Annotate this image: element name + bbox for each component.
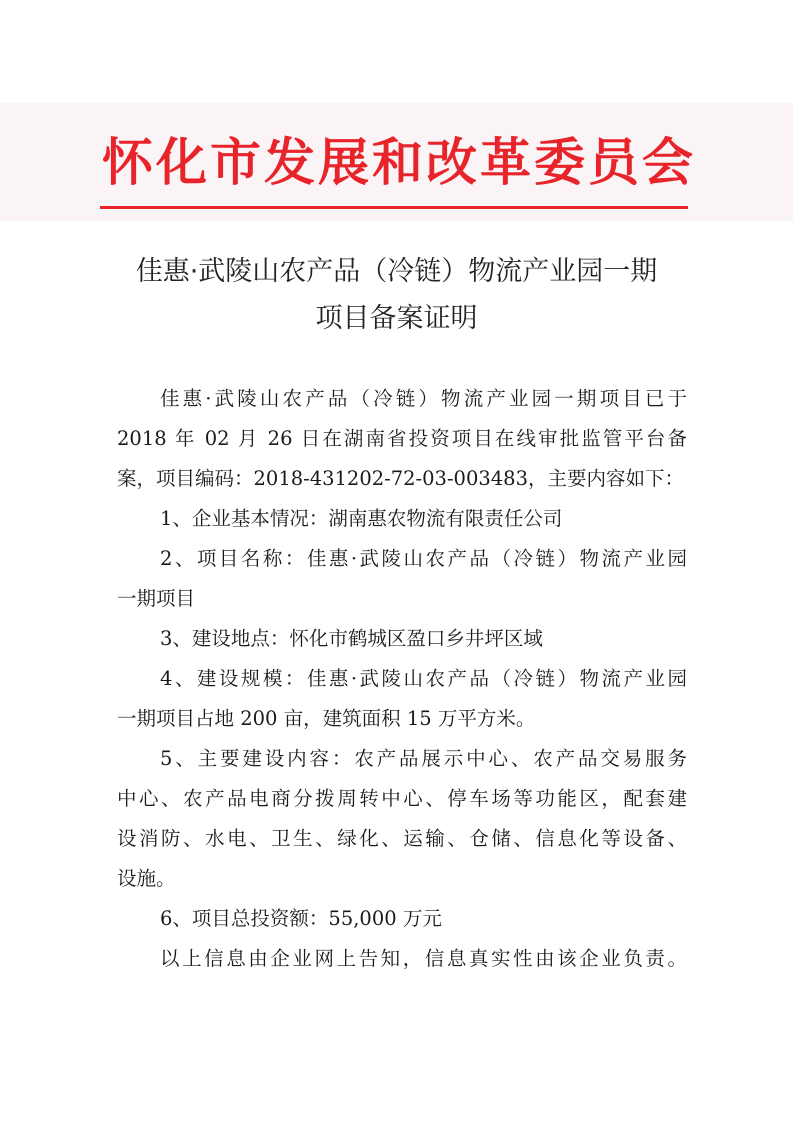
- document-title-line-2: 项目备案证明: [315, 303, 478, 334]
- item-1-company: 1、企业基本情况：湖南惠农物流有限责任公司: [160, 507, 563, 530]
- intro-line-1: 佳惠·武陵山农产品（冷链）物流产业园一期项目已于: [160, 387, 687, 410]
- item-5-line-4: 设施。: [117, 867, 176, 890]
- item-5-line-1: 5、主要建设内容：农产品展示中心、农产品交易服务: [160, 747, 687, 770]
- item-2-line-2: 一期项目: [117, 587, 196, 610]
- item-6-investment: 6、项目总投资额：55,000 万元: [160, 907, 442, 930]
- intro-line-2: 2018 年 02 月 26 日在湖南省投资项目在线审批监管平台备: [117, 427, 687, 450]
- item-5-line-2: 中心、农产品电商分拨周转中心、停车场等功能区，配套建: [117, 787, 687, 810]
- item-4-line-2: 一期项目占地 200 亩，建筑面积 15 万平方米。: [117, 707, 536, 730]
- document-title-line-1: 佳惠·武陵山农产品（冷链）物流产业园一期: [135, 256, 658, 287]
- intro-line-3: 案，项目编码：2018-431202-72-03-003483，主要内容如下：: [117, 467, 684, 490]
- item-4-line-1: 4、建设规模：佳惠·武陵山农产品（冷链）物流产业园: [160, 667, 687, 690]
- letterhead-red-rule: [100, 206, 688, 209]
- item-3-location: 3、建设地点：怀化市鹤城区盈口乡井坪区域: [160, 627, 543, 650]
- closing-statement: 以上信息由企业网上告知，信息真实性由该企业负责。: [160, 947, 687, 970]
- item-5-line-3: 设消防、水电、卫生、绿化、运输、仓储、信息化等设备、: [117, 827, 687, 850]
- item-2-line-1: 2、项目名称：佳惠·武陵山农产品（冷链）物流产业园: [160, 547, 687, 570]
- issuing-organization: 怀化市发展和改革委员会: [102, 133, 697, 193]
